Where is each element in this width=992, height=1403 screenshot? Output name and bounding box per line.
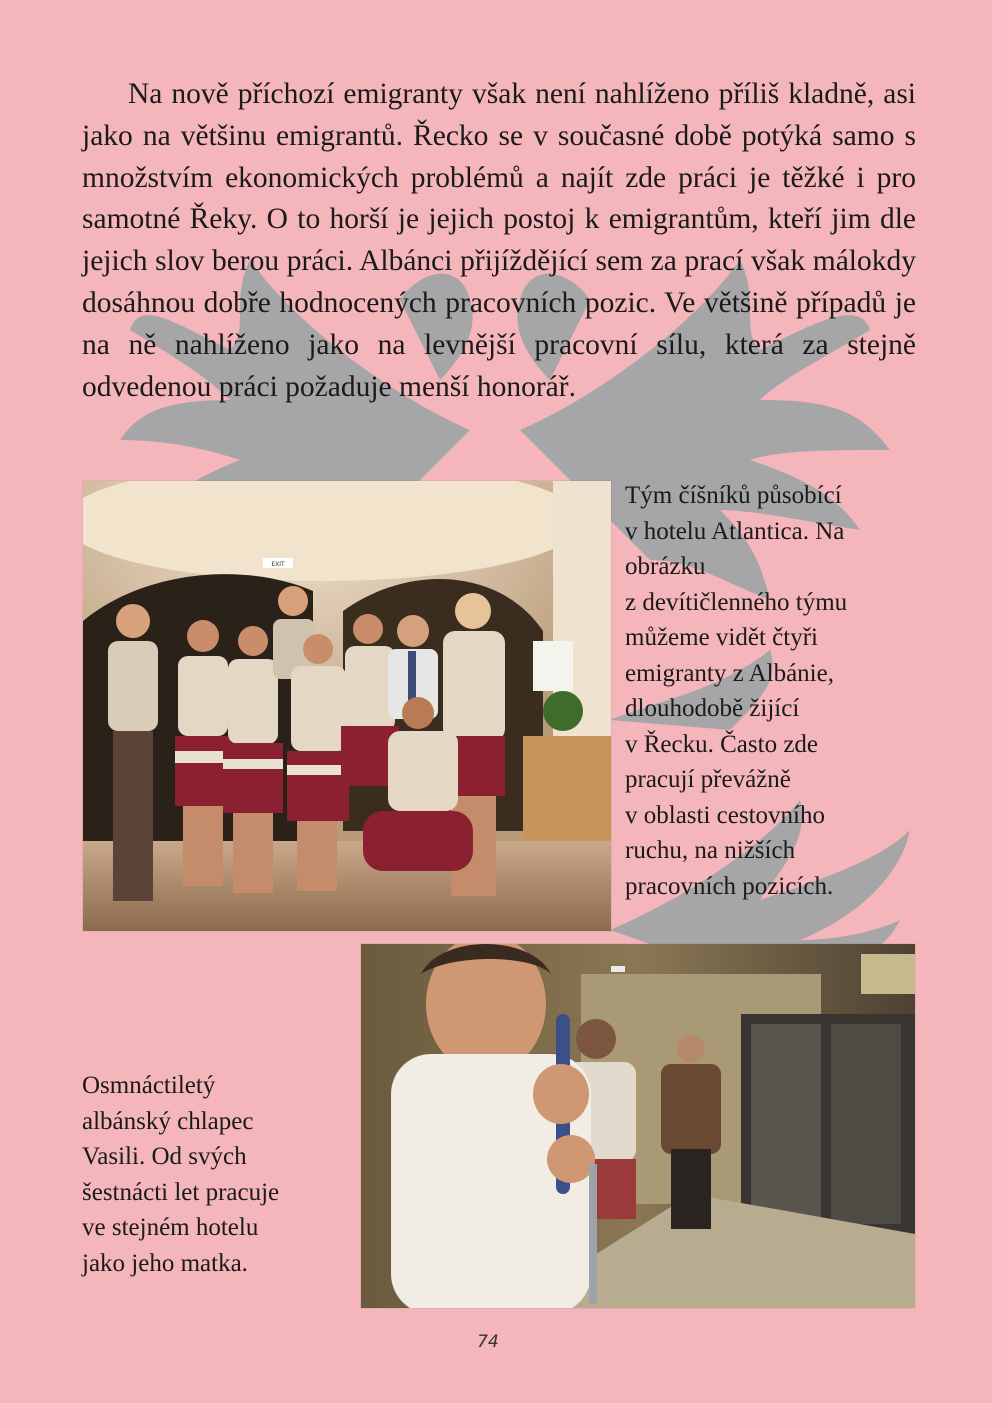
- caption-line: Osmnáctiletý: [82, 1072, 216, 1099]
- caption-line: Tým číšníků působící: [625, 482, 842, 509]
- caption-line: pracovních pozicích.: [625, 872, 834, 900]
- main-paragraph: Na nově příchozí emigranty však není nahlíženo příliš kladně, asi jako na většinu emigrantů. Řecko se v současné době potýká samo s množstvím ekonomických problémů a najít zde práci je těžké i pro samotné Řeky. O to horší je jejich postoj k emigrantům, kteří jim dle jejich slov berou práci. Albánci přijíždějící sem za prací však málokdy dosáhnou dobře hodnocených pracovních pozic. Ve většině případů je na ně nahlíženo jako na levnější pracovní sílu, která za stejně odvedenou práci požaduje menší honorář.: [82, 78, 916, 403]
- caption-line: z devítičlenného týmu: [625, 588, 848, 616]
- caption-line: v Řecku. Často zde: [625, 730, 819, 758]
- caption-line: šestnácti let pracuje: [82, 1178, 280, 1206]
- caption-line: albánský chlapec: [82, 1107, 254, 1135]
- team-photo-caption: [625, 478, 915, 904]
- caption-line: emigranty z Albánie,: [625, 659, 834, 687]
- boy-photo-caption: [82, 1068, 352, 1281]
- caption-line: Vasili. Od svých: [82, 1143, 247, 1170]
- caption-line: pracují převážně: [625, 766, 791, 793]
- exit-sign-text: EXIT: [271, 561, 285, 568]
- caption-line: ve stejném hotelu: [82, 1214, 259, 1241]
- team-photo: [83, 481, 611, 931]
- page-number: 74: [477, 1332, 499, 1352]
- caption-line: můžeme vidět čtyři: [625, 624, 818, 651]
- caption-line: v oblasti cestovního: [625, 801, 825, 829]
- caption-line: jako jeho matka.: [82, 1249, 248, 1277]
- caption-line: dlouhodobě žijící: [625, 695, 800, 722]
- boy-photo: [361, 944, 915, 1308]
- caption-line: ruchu, na nižších: [625, 837, 796, 864]
- caption-line: obrázku: [625, 553, 706, 580]
- caption-line: v hotelu Atlantica. Na: [625, 517, 845, 545]
